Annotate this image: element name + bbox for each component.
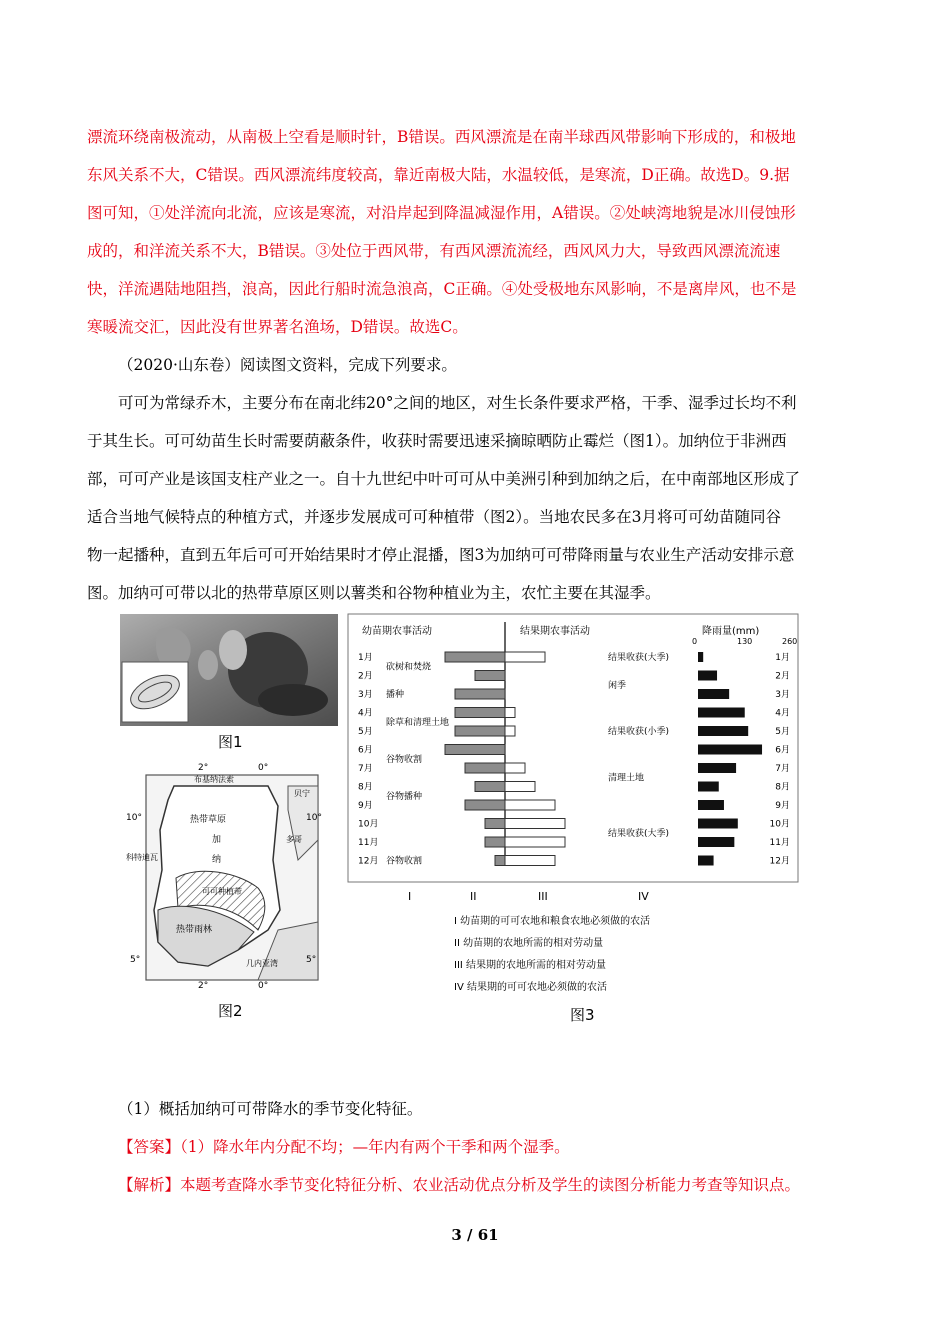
fruiting-activity-label: 结果收获(小季)	[608, 727, 670, 737]
bar-seedling-labor	[445, 745, 505, 755]
month-label-left: 5月	[358, 727, 373, 737]
fig2-label: 图2	[218, 1002, 243, 1020]
month-label-left: 11月	[358, 838, 379, 848]
roman-II: II	[470, 890, 477, 903]
month-label-left: 2月	[358, 671, 373, 682]
text-line: 东风关系不大，C错误。西风漂流纬度较高，靠近南极大陆，水温较低，是寒流，D正确。故选D。9.据	[87, 166, 790, 184]
seedling-activity-label: 播种	[386, 690, 405, 700]
header-rainfall: 降雨量(mm)	[702, 626, 760, 637]
month-label-right: 7月	[775, 764, 790, 774]
rain-tick-label: 0	[692, 637, 698, 646]
seedling-activity-label: 除草和清理土地	[386, 717, 450, 728]
rain-tick-label: 260	[782, 637, 798, 646]
material-paragraph	[87, 384, 859, 612]
bar-seedling-labor	[485, 819, 505, 829]
fruiting-activity-label: 结果收获(大季)	[608, 653, 670, 663]
bar-fruiting-labor	[505, 652, 545, 662]
bar-seedling-labor	[455, 726, 505, 736]
figure1-photo	[120, 614, 338, 726]
month-label-right: 1月	[775, 653, 790, 663]
figure-panel	[118, 610, 804, 1030]
bar-fruiting-labor	[505, 708, 515, 718]
roman-IV: IV	[638, 890, 649, 903]
text-line: 适合当地气候特点的种植方式，并逐步发展成可可种植带（图2）。当地农民多在3月将可可幼苗随同谷	[87, 508, 781, 526]
bar-rainfall	[698, 819, 738, 829]
fruiting-activity-label: 清理土地	[608, 773, 645, 784]
text-line: 图。加纳可可带以北的热带草原区则以薯类和谷物种植业为主，农忙主要在其湿季。	[87, 584, 661, 602]
analysis	[87, 1166, 859, 1204]
map-lat-label: 5°	[130, 955, 141, 965]
text-line: 物一起播种，直到五年后可可开始结果时才停止混播，图3为加纳可可带降雨量与农业生产活动安排示意	[87, 546, 795, 564]
legend-item: I 幼苗期的可可农地和粮食农地必须做的农活	[454, 916, 651, 927]
bar-rainfall	[698, 652, 703, 662]
legend-item: III 结果期的农地所需的相对劳动量	[454, 960, 607, 971]
month-label-left: 10月	[358, 819, 379, 830]
map-label-ghana-2: 纳	[212, 855, 222, 865]
bar-rainfall	[698, 689, 729, 699]
bar-fruiting-labor	[505, 763, 525, 773]
text-line: 可可为常绿乔木，主要分布在南北纬20°之间的地区，对生长条件要求严格，干季、湿季过长均不利	[118, 394, 797, 412]
month-label-left: 4月	[358, 708, 373, 719]
month-label-left: 3月	[358, 690, 373, 700]
map-label-togo: 多哥	[286, 835, 302, 844]
map-label-cocoa-belt: 可可种植带	[202, 887, 242, 896]
bar-fruiting-labor	[505, 837, 565, 847]
bar-seedling-labor	[465, 763, 505, 773]
text-line: 于其生长。可可幼苗生长时需要荫蔽条件，收获时需要迅速采摘晾晒防止霉烂（图1）。加纳位于非洲西	[87, 432, 787, 450]
bar-seedling-labor	[445, 652, 505, 662]
month-label-left: 9月	[358, 801, 373, 811]
text-line: 图可知，①处洋流向北流，应该是寒流，对沿岸起到降温减湿作用，A错误。②处峡湾地貌是冰川侵蚀形	[87, 204, 796, 222]
map-lon-label: 0°	[258, 763, 269, 773]
map-label-gulf: 几内亚湾	[246, 959, 278, 968]
legend-item: II 幼苗期的农地所需的相对劳动量	[454, 938, 604, 949]
header-fruiting: 结果期农事活动	[520, 626, 590, 637]
bar-seedling-labor	[475, 782, 505, 792]
figure3-chart	[348, 614, 798, 993]
question-1	[87, 1090, 859, 1128]
bar-fruiting-labor	[505, 782, 535, 792]
month-label-right: 6月	[775, 745, 790, 756]
bar-rainfall	[698, 671, 717, 681]
month-label-right: 9月	[775, 801, 790, 811]
map-label-ghana-1: 加	[212, 835, 222, 845]
map-lat-label: 5°	[306, 955, 317, 965]
bar-rainfall	[698, 763, 736, 773]
month-label-right: 12月	[769, 856, 790, 867]
month-label-right: 5月	[775, 727, 790, 737]
fruiting-activity-label: 闲季	[608, 680, 627, 691]
fig3-label: 图3	[570, 1006, 595, 1024]
text-line: 寒暖流交汇，因此没有世界著名渔场，D错误。故选C。	[87, 318, 468, 336]
fruiting-activity-label: 结果收获(大季)	[608, 828, 670, 839]
text-line: 漂流环绕南极流动，从南极上空看是顺时针，B错误。西风漂流是在南半球西风带影响下形成的，和极地	[87, 128, 796, 146]
bar-rainfall	[698, 726, 748, 736]
map-label-savanna: 热带草原	[190, 815, 227, 825]
bar-rainfall	[698, 856, 714, 866]
question-source	[87, 346, 859, 384]
bar-fruiting-labor	[505, 819, 565, 829]
page-number: 3 / 61	[451, 1226, 499, 1244]
text-line: 成的，和洋流关系不大，B错误。③处位于西风带，有西风漂流流经，西风风力大，导致西风漂流流速	[87, 242, 781, 260]
month-label-left: 12月	[358, 856, 379, 867]
seedling-activity-label: 砍树和焚烧	[386, 662, 432, 673]
bar-seedling-labor	[465, 800, 505, 810]
seedling-activity-label: 谷物播种	[386, 791, 423, 802]
question-text: （1）概括加纳可可带降水的季节变化特征。	[118, 1100, 423, 1118]
month-label-right: 11月	[769, 838, 790, 848]
bar-fruiting-labor	[505, 800, 555, 810]
map-label-benin: 贝宁	[294, 789, 310, 798]
month-label-right: 2月	[775, 671, 790, 682]
map-lon-label: 2°	[198, 981, 209, 991]
bar-seedling-labor	[475, 671, 505, 681]
figures-svg	[118, 610, 804, 1030]
seedling-activity-label: 谷物收割	[386, 754, 423, 765]
month-label-left: 7月	[358, 764, 373, 774]
map-label-burkina: 布基纳法索	[194, 775, 234, 784]
bar-seedling-labor	[455, 708, 505, 718]
month-label-right: 4月	[775, 708, 790, 719]
explanation-paragraph	[87, 118, 859, 346]
map-lon-label: 0°	[258, 981, 269, 991]
roman-I: I	[408, 890, 412, 903]
bar-seedling-labor	[455, 689, 505, 699]
month-label-right: 10月	[769, 819, 790, 830]
text-line: 快，洋流遇陆地阻挡，浪高，因此行船时流急浪高，C正确。④处受极地东风影响，不是离岸风，也不是	[87, 280, 797, 298]
header-seedling: 幼苗期农事活动	[362, 626, 432, 637]
map-label-ivory: 科特迪瓦	[126, 853, 158, 862]
bar-rainfall	[698, 745, 762, 755]
figure2-map	[126, 763, 322, 991]
text-line: 部，可可产业是该国支柱产业之一。自十九世纪中叶可可从中美洲引种到加纳之后，在中南部地区形成了	[87, 470, 801, 488]
legend-item: IV 结果期的可可农地必须做的农活	[454, 982, 607, 993]
bar-rainfall	[698, 782, 719, 792]
bar-rainfall	[698, 837, 734, 847]
month-label-right: 8月	[775, 782, 790, 793]
roman-III: III	[538, 890, 548, 903]
map-lat-label: 10°	[126, 813, 142, 823]
bar-fruiting-labor	[505, 726, 515, 736]
answer	[87, 1128, 859, 1166]
bar-seedling-labor	[495, 856, 505, 866]
seedling-activity-label: 谷物收割	[386, 856, 423, 867]
rain-tick-label: 130	[737, 637, 753, 646]
bar-rainfall	[698, 800, 724, 810]
map-lat-label: 10°	[306, 813, 322, 823]
month-label-left: 8月	[358, 782, 373, 793]
map-label-rainforest: 热带雨林	[176, 925, 213, 935]
answer-text: 【答案】（1）降水年内分配不均；—年内有两个干季和两个湿季。	[118, 1138, 570, 1156]
source-line: （2020·山东卷）阅读图文资料，完成下列要求。	[118, 356, 457, 374]
month-label-right: 3月	[775, 690, 790, 700]
bar-fruiting-labor	[505, 856, 555, 866]
bar-seedling-labor	[485, 837, 505, 847]
fig1-label: 图1	[218, 733, 243, 751]
bar-rainfall	[698, 708, 745, 718]
analysis-text: 【解析】本题考查降水季节变化特征分析、农业活动优点分析及学生的读图分析能力考查等知识点。	[118, 1176, 801, 1194]
month-label-left: 1月	[358, 653, 373, 663]
map-lon-label: 2°	[198, 763, 209, 773]
month-label-left: 6月	[358, 745, 373, 756]
